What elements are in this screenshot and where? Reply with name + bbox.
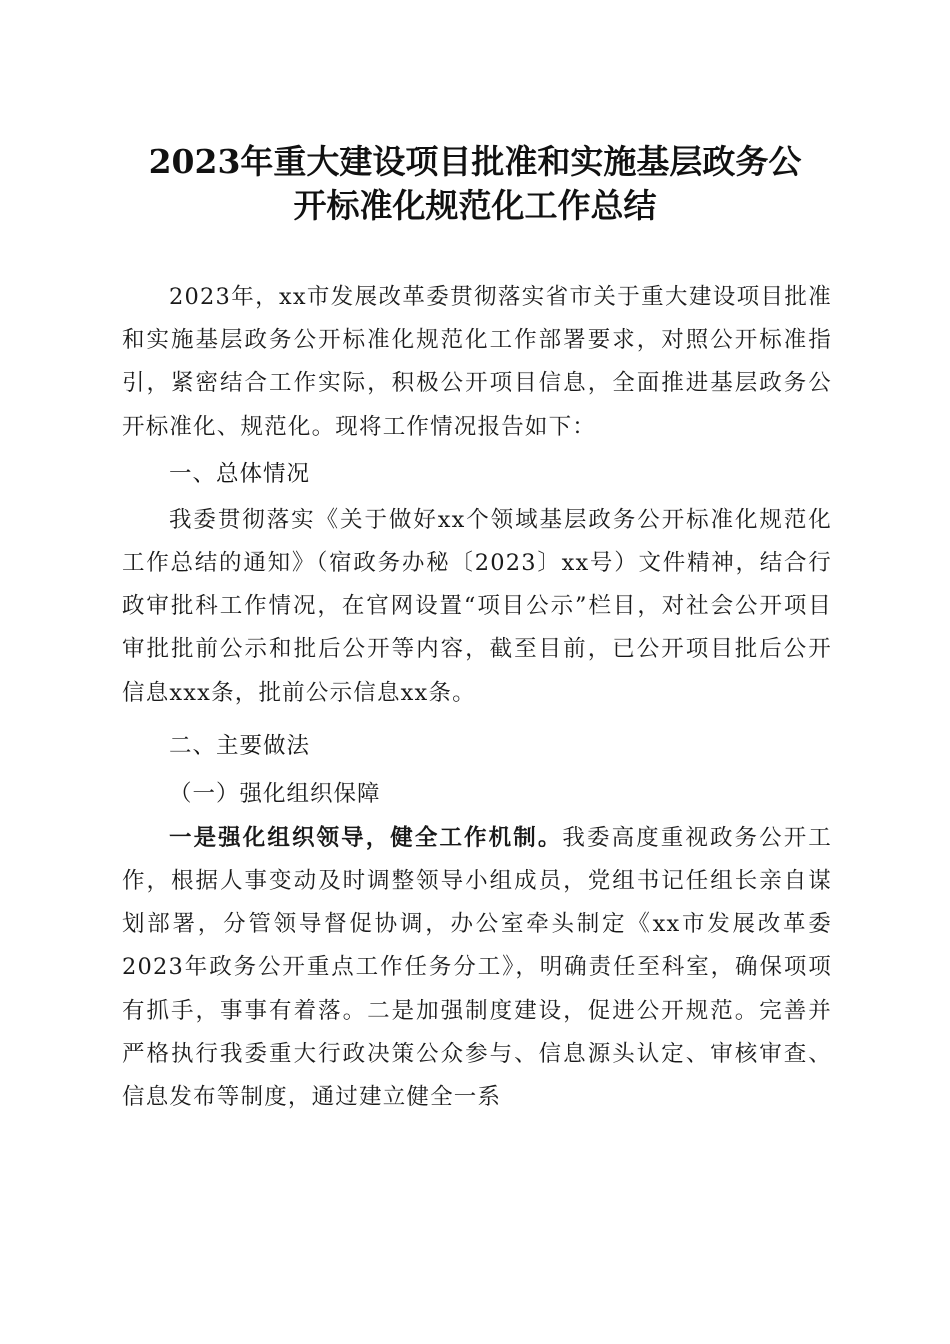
section-2-heading: 二、主要做法 (169, 732, 311, 759)
subsection-1-text: 我委高度重视政务公开工作，根据人事变动及时调整领导小组成员，党组书记任组长亲自谋划部署，分管领导督促协调，办公室牵头制定《xx市发展改革委2023年政务公开重点工作任务分工》，明确责任至科室，确保项项有抓手，事事有着落。二是加强制度建设，促进公开规范。完善并严格执行我委重大行政决策公众参与、信息源头认定、审核审查、信息发布等制度，通过建立健全一系 (122, 824, 833, 1111)
intro-paragraph: 2023年，xx市发展改革委贯彻落实省市关于重大建设项目批准和实施基层政务公开标准化规范化工作部署要求，对照公开标准指引，紧密结合工作实际，积极公开项目信息，全面推进基层政务公开标准化、规范化。现将工作情况报告如下： (122, 284, 832, 440)
subsection-1-paragraph (122, 817, 832, 1119)
subsection-1-lead: 一是强化组织领导，健全工作机制。 (169, 824, 563, 851)
title-line-2: 开标准化规范化工作总结 (293, 186, 657, 225)
section-1-paragraph: 我委贯彻落实《关于做好xx个领域基层政务公开标准化规范化工作总结的通知》（宿政务办秘〔2023〕xx号）文件精神，结合行政审批科工作情况，在官网设置“项目公示”栏目，对社会公开项目审批批前公示和批后公开等内容，截至目前，已公开项目批后公开信息xxx条，批前公示信息xx条。 (122, 506, 832, 706)
document-body (122, 276, 832, 1119)
title-line-1: 2023年重大建设项目批准和实施基层政务公 (148, 142, 802, 181)
section-1-heading: 一、总体情况 (169, 460, 311, 487)
subsection-1-heading: （一）强化组织保障 (169, 780, 381, 807)
document-title (100, 140, 850, 228)
